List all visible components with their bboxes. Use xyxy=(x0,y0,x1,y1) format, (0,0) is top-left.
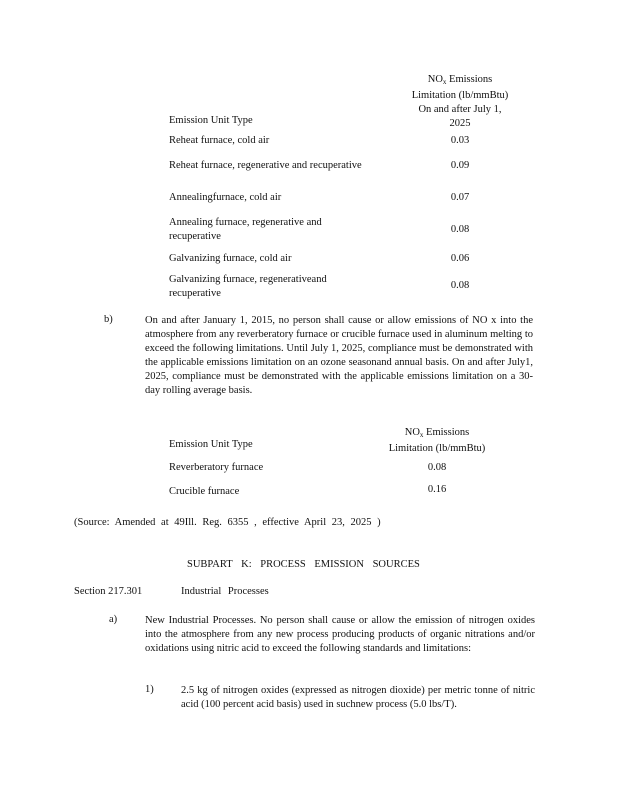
table1-row-4-value: 0.08 xyxy=(450,224,470,235)
para-b-label: b) xyxy=(104,314,113,325)
table1-row-6-type-line-2: recuperative xyxy=(169,288,221,299)
table1-row-5-value: 0.06 xyxy=(450,253,470,264)
section-number: Section 217.301 xyxy=(74,586,143,597)
item-1-text: 2.5 kg of nitrogen oxides (expressed as nitrogen dioxide) per metric tonne of nitric acid (100 percent acid basis) used in suchnew process (5.0 lbs/T). xyxy=(181,685,535,710)
para-a-label: a) xyxy=(109,614,118,625)
para-a-text: New Industrial Processes. No person shall cause or allow the emission of nitrogen oxides into the atmosphere from any new process producing products of organic nitrations and/or oxidations using nitric acid to exceed the following standards and limitations: xyxy=(145,615,535,654)
table1-row-1-type: Reheat furnace, cold air xyxy=(169,135,270,146)
table1-row-6-value: 0.08 xyxy=(450,280,470,291)
para-b-text: On and after January 1, 2015, no person shall cause or allow emissions of NO x into the atmosphere from any reverberatory furnace or crucible furnace used in aluminum melting to exceed the following limitations. Until July 1, 2025, compliance must be demonstrated with the applicable emissions limitation on an ozone seasonand annual basis. On and after July1, 2025, compliance must be demonstrated with the applicable emissions limitation on a 30-day rolling average basis. xyxy=(145,315,533,396)
table1-row-6-type-line-1: Galvanizing furnace, regenerativeand xyxy=(169,274,327,285)
section-title: Industrial Processes xyxy=(181,586,269,597)
table2-row-1-type: Reverberatory furnace xyxy=(169,462,264,473)
table1-header-line-2: Limitation (lb/mmBtu) xyxy=(411,90,509,101)
table1-row-5-type: Galvanizing furnace, cold air xyxy=(169,253,292,264)
table1-row-6-type xyxy=(169,273,327,301)
table1-header-line-1: $NO_x$ Emissions xyxy=(427,74,493,86)
subpart-title: SUBPART K: PROCESS EMISSION SOURCES xyxy=(187,559,420,570)
table1-row-4-type xyxy=(169,216,322,244)
table2-limit-header xyxy=(372,426,502,456)
item-1-label: 1) xyxy=(145,684,154,695)
table2-header-line-2: Limitation (lb/mmBtu) xyxy=(388,443,486,454)
table1-row-2-type: Reheat furnace, regenerative and recuperative xyxy=(169,160,362,171)
table1-row-2-value: 0.09 xyxy=(450,160,470,171)
table2-type-header: Emission Unit Type xyxy=(169,439,253,450)
table1-header-line-3: On and after July 1, xyxy=(418,104,502,115)
table1-limit-header xyxy=(380,73,540,131)
table2-row-2-type: Crucible furnace xyxy=(169,486,240,497)
table1-type-header: Emission Unit Type xyxy=(169,115,253,126)
table1-row-4-type-line-1: Annealing furnace, regenerative and xyxy=(169,217,322,228)
table1-row-3-value: 0.07 xyxy=(450,192,470,203)
table1-row-1-value: 0.03 xyxy=(450,135,470,146)
table2-row-1-value: 0.08 xyxy=(427,462,447,473)
table1-header-line-4: 2025 xyxy=(449,118,471,129)
source-note: (Source: Amended at 49Ill. Reg. 6355 , effective April 23, 2025 ) xyxy=(74,517,381,528)
table2-header-line-1: $NO_x$ Emissions xyxy=(404,427,470,439)
table1-row-4-type-line-2: recuperative xyxy=(169,231,221,242)
table1-row-3-type: Annealingfurnace, cold air xyxy=(169,192,282,203)
table2-row-2-value: 0.16 xyxy=(427,484,447,495)
